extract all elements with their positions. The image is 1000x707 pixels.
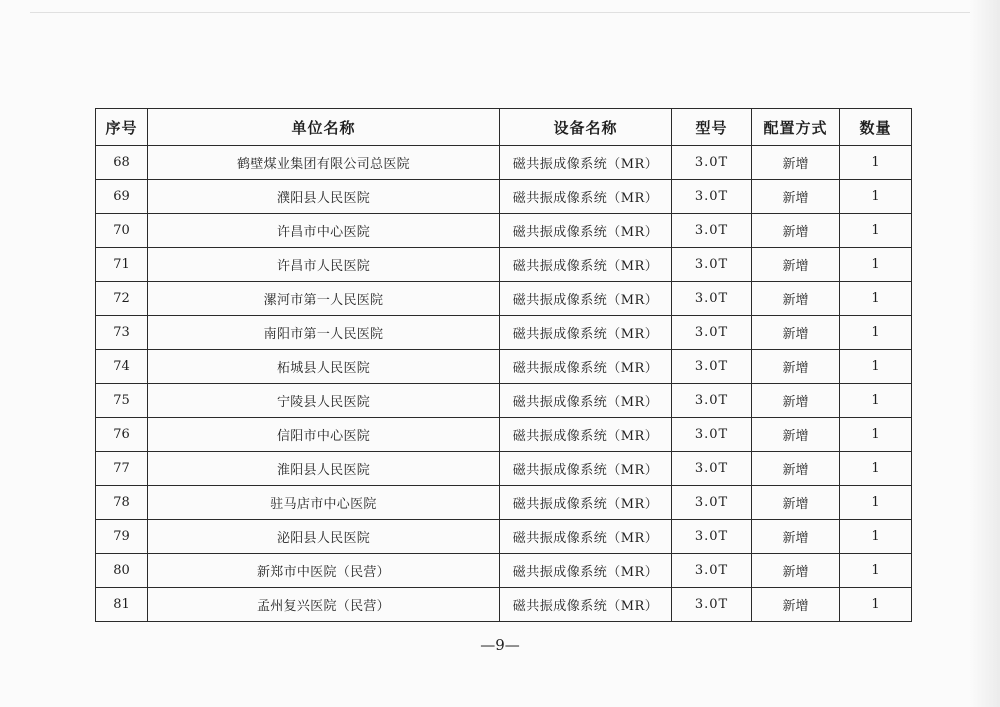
cell-unit-name: 濮阳县人民医院 bbox=[148, 180, 500, 214]
cell-unit-name: 孟州复兴医院（民营） bbox=[148, 588, 500, 622]
cell-model: 3.0T bbox=[672, 554, 752, 588]
cell-quantity: 1 bbox=[840, 316, 912, 350]
cell-unit-name: 宁陵县人民医院 bbox=[148, 384, 500, 418]
cell-model: 3.0T bbox=[672, 180, 752, 214]
table-row bbox=[96, 180, 912, 214]
table-row bbox=[96, 520, 912, 554]
cell-model: 3.0T bbox=[672, 452, 752, 486]
cell-model: 3.0T bbox=[672, 214, 752, 248]
cell-config-mode: 新增 bbox=[752, 418, 840, 452]
cell-config-mode: 新增 bbox=[752, 316, 840, 350]
cell-unit-name: 许昌市人民医院 bbox=[148, 248, 500, 282]
cell-serial-number: 71 bbox=[96, 248, 148, 282]
cell-device-name: 磁共振成像系统（MR） bbox=[500, 452, 672, 486]
table-row bbox=[96, 316, 912, 350]
cell-config-mode: 新增 bbox=[752, 554, 840, 588]
page-number: —9— bbox=[480, 636, 520, 654]
table-row bbox=[96, 248, 912, 282]
cell-device-name: 磁共振成像系统（MR） bbox=[500, 248, 672, 282]
cell-config-mode: 新增 bbox=[752, 282, 840, 316]
cell-model: 3.0T bbox=[672, 350, 752, 384]
cell-serial-number: 80 bbox=[96, 554, 148, 588]
cell-quantity: 1 bbox=[840, 520, 912, 554]
cell-device-name: 磁共振成像系统（MR） bbox=[500, 384, 672, 418]
table-row bbox=[96, 384, 912, 418]
table-row bbox=[96, 418, 912, 452]
cell-unit-name: 南阳市第一人民医院 bbox=[148, 316, 500, 350]
cell-config-mode: 新增 bbox=[752, 452, 840, 486]
table-row bbox=[96, 282, 912, 316]
header-device-name: 设备名称 bbox=[500, 109, 672, 146]
table-row bbox=[96, 350, 912, 384]
cell-config-mode: 新增 bbox=[752, 350, 840, 384]
cell-config-mode: 新增 bbox=[752, 486, 840, 520]
cell-config-mode: 新增 bbox=[752, 180, 840, 214]
cell-quantity: 1 bbox=[840, 350, 912, 384]
cell-unit-name: 泌阳县人民医院 bbox=[148, 520, 500, 554]
cell-serial-number: 77 bbox=[96, 452, 148, 486]
cell-quantity: 1 bbox=[840, 282, 912, 316]
cell-quantity: 1 bbox=[840, 248, 912, 282]
cell-model: 3.0T bbox=[672, 418, 752, 452]
cell-serial-number: 74 bbox=[96, 350, 148, 384]
cell-unit-name: 新郑市中医院（民营） bbox=[148, 554, 500, 588]
cell-device-name: 磁共振成像系统（MR） bbox=[500, 282, 672, 316]
cell-model: 3.0T bbox=[672, 146, 752, 180]
header-model: 型号 bbox=[672, 109, 752, 146]
cell-model: 3.0T bbox=[672, 248, 752, 282]
cell-serial-number: 69 bbox=[96, 180, 148, 214]
cell-model: 3.0T bbox=[672, 316, 752, 350]
cell-device-name: 磁共振成像系统（MR） bbox=[500, 316, 672, 350]
cell-config-mode: 新增 bbox=[752, 588, 840, 622]
table-row bbox=[96, 554, 912, 588]
cell-config-mode: 新增 bbox=[752, 384, 840, 418]
cell-device-name: 磁共振成像系统（MR） bbox=[500, 180, 672, 214]
cell-device-name: 磁共振成像系统（MR） bbox=[500, 214, 672, 248]
table-row bbox=[96, 486, 912, 520]
cell-quantity: 1 bbox=[840, 146, 912, 180]
header-serial-number: 序号 bbox=[96, 109, 148, 146]
header-quantity: 数量 bbox=[840, 109, 912, 146]
cell-device-name: 磁共振成像系统（MR） bbox=[500, 486, 672, 520]
cell-model: 3.0T bbox=[672, 486, 752, 520]
cell-serial-number: 76 bbox=[96, 418, 148, 452]
scan-shadow bbox=[970, 0, 1000, 707]
cell-quantity: 1 bbox=[840, 588, 912, 622]
header-unit-name: 单位名称 bbox=[148, 109, 500, 146]
cell-serial-number: 73 bbox=[96, 316, 148, 350]
equipment-table bbox=[95, 108, 912, 622]
cell-device-name: 磁共振成像系统（MR） bbox=[500, 418, 672, 452]
header-config-mode: 配置方式 bbox=[752, 109, 840, 146]
cell-device-name: 磁共振成像系统（MR） bbox=[500, 146, 672, 180]
cell-quantity: 1 bbox=[840, 384, 912, 418]
table-header-row bbox=[96, 109, 912, 146]
table-row bbox=[96, 452, 912, 486]
cell-unit-name: 信阳市中心医院 bbox=[148, 418, 500, 452]
cell-unit-name: 漯河市第一人民医院 bbox=[148, 282, 500, 316]
cell-serial-number: 81 bbox=[96, 588, 148, 622]
cell-serial-number: 72 bbox=[96, 282, 148, 316]
cell-unit-name: 淮阳县人民医院 bbox=[148, 452, 500, 486]
table-row bbox=[96, 588, 912, 622]
cell-quantity: 1 bbox=[840, 554, 912, 588]
cell-serial-number: 70 bbox=[96, 214, 148, 248]
cell-config-mode: 新增 bbox=[752, 214, 840, 248]
scan-edge bbox=[30, 12, 970, 19]
cell-model: 3.0T bbox=[672, 520, 752, 554]
table-row bbox=[96, 214, 912, 248]
cell-serial-number: 68 bbox=[96, 146, 148, 180]
cell-device-name: 磁共振成像系统（MR） bbox=[500, 588, 672, 622]
cell-unit-name: 许昌市中心医院 bbox=[148, 214, 500, 248]
cell-serial-number: 75 bbox=[96, 384, 148, 418]
cell-quantity: 1 bbox=[840, 452, 912, 486]
cell-quantity: 1 bbox=[840, 418, 912, 452]
cell-model: 3.0T bbox=[672, 588, 752, 622]
cell-serial-number: 78 bbox=[96, 486, 148, 520]
cell-model: 3.0T bbox=[672, 384, 752, 418]
cell-device-name: 磁共振成像系统（MR） bbox=[500, 554, 672, 588]
cell-quantity: 1 bbox=[840, 214, 912, 248]
cell-serial-number: 79 bbox=[96, 520, 148, 554]
table-row bbox=[96, 146, 912, 180]
cell-unit-name: 驻马店市中心医院 bbox=[148, 486, 500, 520]
cell-unit-name: 柘城县人民医院 bbox=[148, 350, 500, 384]
cell-config-mode: 新增 bbox=[752, 520, 840, 554]
cell-model: 3.0T bbox=[672, 282, 752, 316]
cell-config-mode: 新增 bbox=[752, 146, 840, 180]
cell-config-mode: 新增 bbox=[752, 248, 840, 282]
cell-quantity: 1 bbox=[840, 180, 912, 214]
cell-device-name: 磁共振成像系统（MR） bbox=[500, 350, 672, 384]
cell-unit-name: 鹤壁煤业集团有限公司总医院 bbox=[148, 146, 500, 180]
cell-device-name: 磁共振成像系统（MR） bbox=[500, 520, 672, 554]
cell-quantity: 1 bbox=[840, 486, 912, 520]
